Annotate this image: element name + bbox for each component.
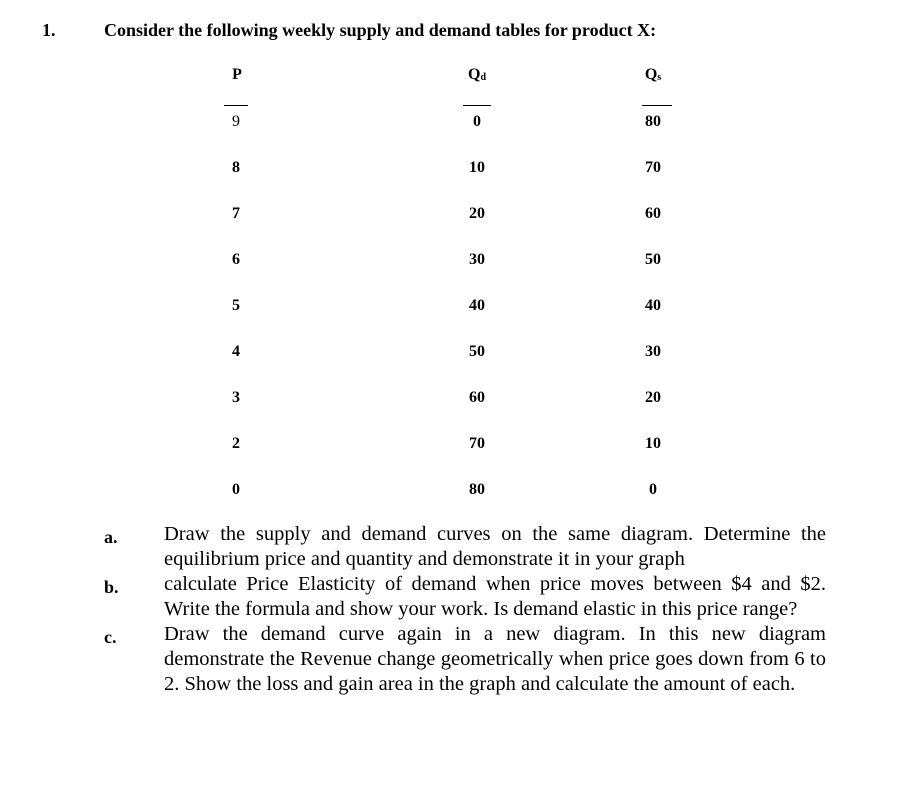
table-cell-price: 3 bbox=[232, 389, 240, 406]
table-cell-qs: 70 bbox=[645, 159, 661, 176]
table-cell-price: 7 bbox=[232, 205, 240, 222]
part-a-text: Draw the supply and demand curves on the same diagram. Determine the equilibrium price and quantity and demonstrate it in your graph bbox=[164, 523, 826, 570]
table-cell-qs: 10 bbox=[645, 435, 661, 452]
table-cell-qs: 60 bbox=[645, 205, 661, 222]
question-title: Consider the following weekly supply and demand tables for product X: bbox=[104, 20, 657, 40]
question-number: 1. bbox=[42, 20, 56, 40]
header-qs-subscript: s bbox=[657, 72, 662, 83]
table-cell-qd: 80 bbox=[469, 481, 485, 498]
table-cell-price: 4 bbox=[232, 343, 240, 360]
part-b-text: calculate Price Elasticity of demand when price moves between $4 and $2. Write the formula and show your work. Is demand elastic in this price range? bbox=[164, 573, 826, 620]
part-b-letter: b. bbox=[104, 577, 119, 597]
table-cell-price: 5 bbox=[232, 297, 240, 314]
header-rule-qs bbox=[642, 105, 672, 106]
header-quantity-demanded bbox=[457, 66, 497, 84]
table-cell-qd: 50 bbox=[469, 343, 485, 360]
table-cell-qd: 60 bbox=[469, 389, 485, 406]
table-cell-qs: 50 bbox=[645, 251, 661, 268]
header-rule-qd bbox=[463, 105, 491, 106]
table-cell-price: 8 bbox=[232, 159, 240, 176]
header-price: P bbox=[232, 66, 242, 83]
table-cell-qd: 0 bbox=[473, 113, 481, 130]
table-cell-qs: 20 bbox=[645, 389, 661, 406]
table-cell-qd: 10 bbox=[469, 159, 485, 176]
header-qd-subscript: d bbox=[480, 72, 486, 83]
table-cell-qd: 20 bbox=[469, 205, 485, 222]
table-cell-price: 2 bbox=[232, 435, 240, 452]
table-cell-qd: 70 bbox=[469, 435, 485, 452]
header-rule-price bbox=[224, 105, 248, 106]
header-quantity-supplied bbox=[633, 66, 673, 84]
table-cell-qd: 40 bbox=[469, 297, 485, 314]
part-c-text: Draw the demand curve again in a new diagram. In this new diagram demonstrate the Revenue change geometrically when price goes down from 6 to 2. Show the loss and gain area in the graph and calculate the amount of each. bbox=[164, 623, 826, 695]
part-a-letter: a. bbox=[104, 527, 118, 547]
table-cell-qd: 30 bbox=[469, 251, 485, 268]
table-cell-price: 9 bbox=[232, 113, 240, 130]
table-cell-qs: 40 bbox=[645, 297, 661, 314]
table-cell-price: 0 bbox=[232, 481, 240, 498]
header-qs-main: Q bbox=[644, 66, 658, 83]
table-cell-qs: 0 bbox=[649, 481, 657, 498]
table-cell-qs: 80 bbox=[645, 113, 661, 130]
part-c-letter: c. bbox=[104, 627, 117, 647]
header-qd-main: Q bbox=[467, 66, 481, 83]
table-cell-price: 6 bbox=[232, 251, 240, 268]
table-cell-qs: 30 bbox=[645, 343, 661, 360]
